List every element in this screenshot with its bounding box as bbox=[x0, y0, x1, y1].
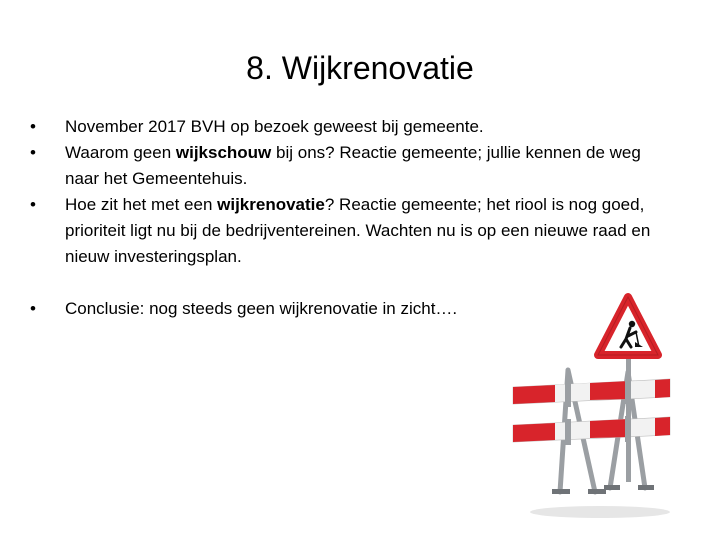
bullet-item bbox=[30, 114, 670, 140]
bullet-list bbox=[30, 114, 670, 322]
bullet-text-start: Hoe zit het met een bbox=[65, 195, 218, 214]
bullet-text: November 2017 BVH op bezoek geweest bij gemeente. bbox=[65, 117, 484, 136]
bullet-marker: • bbox=[30, 299, 36, 318]
bullet-keyword: wijkschouw bbox=[175, 143, 272, 162]
slide-title: 8. Wijkrenovatie bbox=[246, 50, 474, 86]
bullet-text-end: bij ons? Reactie gemeente; jullie kennen de weg naar het Gemeentehuis. bbox=[65, 143, 641, 188]
roadwork-barrier-icon bbox=[510, 292, 675, 520]
bullet-marker: • bbox=[30, 143, 36, 162]
bullet-keyword: wijkrenovatie bbox=[217, 195, 325, 214]
bullet-marker: • bbox=[30, 117, 36, 136]
bullet-text-start: Waarom geen bbox=[65, 143, 176, 162]
road-works-sign-icon bbox=[598, 297, 658, 355]
bullet-text: Conclusie: nog steeds geen wijkrenovatie in zicht…. bbox=[65, 299, 458, 318]
bullet-marker: • bbox=[30, 195, 36, 214]
bullet-item bbox=[30, 192, 670, 270]
bullet-item bbox=[30, 140, 670, 192]
bullet-text-end: ? Reactie gemeente; het riool is nog goed, prioriteit ligt nu bij de bedrijventereinen. Wachten nu is op een nieuwe raad en nieuw investeringsplan. bbox=[65, 195, 651, 266]
